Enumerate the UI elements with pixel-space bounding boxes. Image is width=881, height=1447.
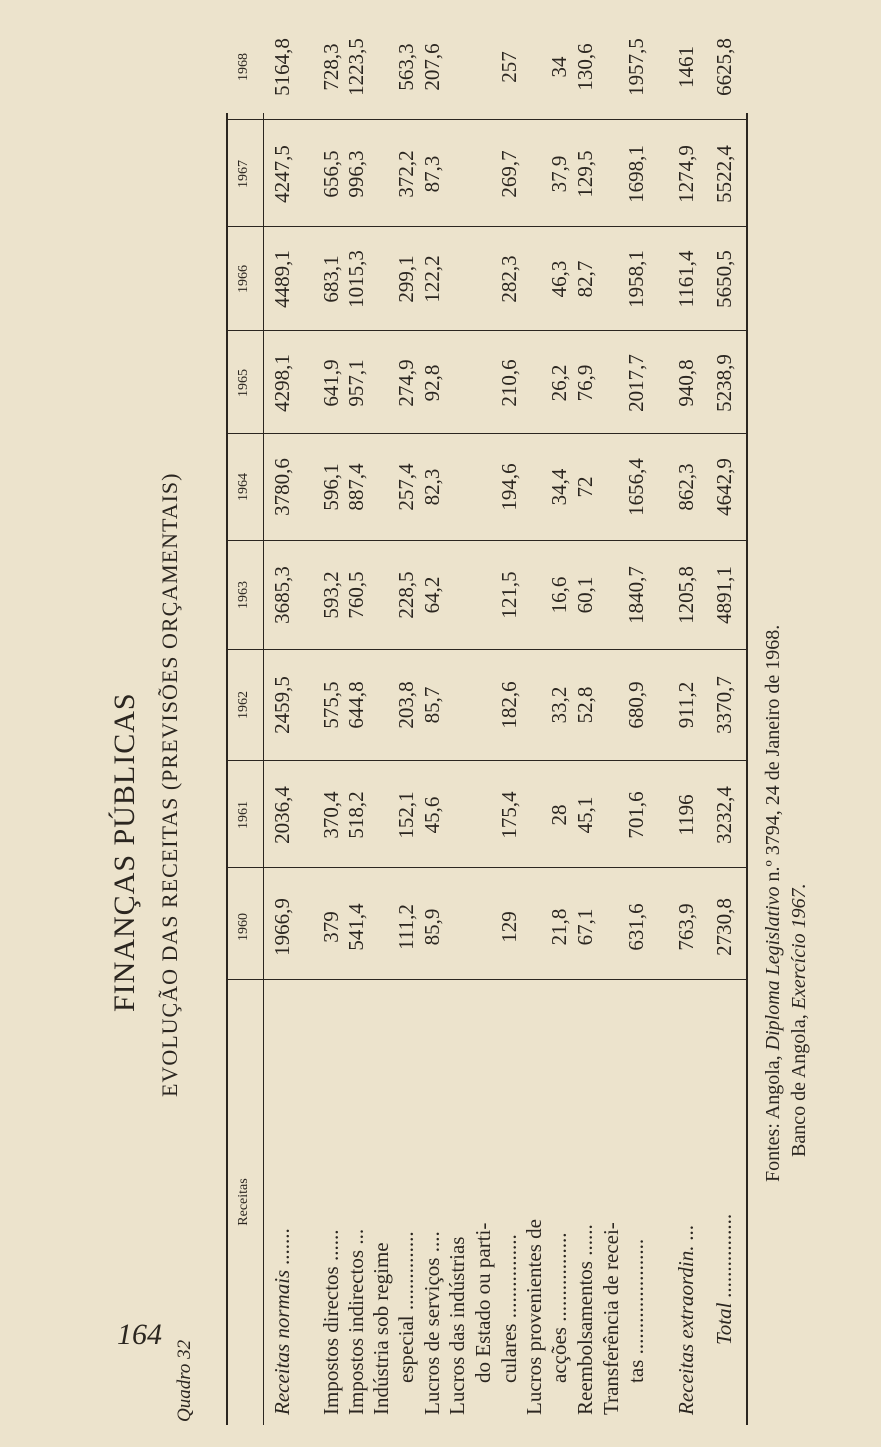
table-cell: 26,2: [547, 364, 571, 402]
table-cell: 3780,6: [270, 458, 294, 516]
table-cell: 701,6: [624, 791, 648, 839]
table-cell: 152,1: [394, 791, 418, 839]
table-cell: 203,8: [394, 681, 418, 729]
table-cell: 1958,1: [624, 250, 648, 308]
table-cell: 1274,9: [674, 145, 698, 203]
row-label: Reembolsamentos ......: [573, 1224, 597, 1415]
column-rule: [226, 540, 748, 541]
row-label: Lucros das indústrias: [445, 1236, 469, 1415]
row-label: Lucros de serviços ....: [420, 1231, 444, 1415]
column-header-year: 1967: [236, 160, 251, 188]
table-cell: 996,3: [344, 150, 368, 198]
page-number: 164: [117, 1318, 162, 1351]
table-cell: 28: [547, 804, 571, 826]
table-cell: 2730,8: [712, 898, 736, 956]
table-cell: 5164,8: [270, 38, 294, 96]
table-cell: 129: [497, 911, 521, 943]
table-cell: 45,6: [420, 796, 444, 834]
column-rule: [226, 330, 748, 331]
table-cell: 5522,4: [712, 145, 736, 203]
top-rule: [226, 113, 228, 1425]
table-cell: 4642,9: [712, 458, 736, 516]
table-cell: 21,8: [547, 908, 571, 946]
table-cell: 4891,1: [712, 566, 736, 624]
source-doc-2: Exercício 1967.: [788, 883, 810, 1010]
column-rule: [226, 119, 748, 120]
table-cell: 182,6: [497, 681, 521, 729]
table-cell: 6625,8: [712, 38, 736, 96]
table-cell: 85,7: [420, 686, 444, 724]
table-cell: 596,1: [319, 463, 343, 511]
table-cell: 940,8: [674, 359, 698, 407]
column-rule: [226, 433, 748, 434]
table-cell: 728,3: [319, 43, 343, 91]
column-rule: [226, 760, 748, 761]
table-cell: 631,6: [624, 903, 648, 951]
bottom-rule: [746, 113, 748, 1425]
table-cell: 2036,4: [270, 786, 294, 844]
row-label: Lucros provenientes de: [522, 1219, 546, 1415]
source-doc-1: Diploma Legislativo: [762, 886, 784, 1051]
column-header-year: 1960: [236, 913, 251, 941]
table-cell: 130,6: [573, 43, 597, 91]
row-label: Total ................: [712, 1213, 736, 1345]
table-cell: 4489,1: [270, 250, 294, 308]
row-label: Receitas extraordin. ...: [674, 1224, 698, 1415]
row-label: culares ................: [497, 1234, 521, 1383]
table-cell: 379: [319, 911, 343, 943]
table-cell: 1205,8: [674, 566, 698, 624]
source-line-2: [788, 883, 811, 1157]
table-cell: 1966,9: [270, 898, 294, 956]
table-cell: 3370,7: [712, 676, 736, 734]
table-cell: 1957,5: [624, 38, 648, 96]
table-cell: 175,4: [497, 791, 521, 839]
column-header-year: 1963: [236, 581, 251, 609]
table-cell: 16,6: [547, 576, 571, 614]
header-rule: [263, 113, 264, 1425]
table-cell: 82,7: [573, 260, 597, 298]
table-cell: 299,1: [394, 255, 418, 303]
table-cell: 518,2: [344, 791, 368, 839]
table-cell: 87,3: [420, 155, 444, 193]
table-cell: 92,8: [420, 364, 444, 402]
source-doc-1-detail: n.º 3794, 24 de Janeiro de 1968.: [762, 624, 784, 882]
table-cell: 194,6: [497, 463, 521, 511]
column-header-label: Receitas: [236, 1178, 251, 1226]
source-prefix: Fontes: Angola,: [762, 1055, 784, 1182]
table-cell: 45,1: [573, 796, 597, 834]
column-header-year: 1962: [236, 691, 251, 719]
table-cell: 563,3: [394, 43, 418, 91]
table-cell: 370,4: [319, 791, 343, 839]
table-cell: 207,6: [420, 43, 444, 91]
table-number: Quadro 32: [174, 1339, 195, 1422]
table-cell: 5650,5: [712, 250, 736, 308]
table-cell: 76,9: [573, 364, 597, 402]
table-cell: 72: [573, 476, 597, 498]
table-cell: 763,9: [674, 903, 698, 951]
table-cell: 575,5: [319, 681, 343, 729]
table-cell: 1656,4: [624, 458, 648, 516]
table-subtitle: EVOLUÇÃO DAS RECEITAS (PREVISÕES ORÇAMENTAIS): [157, 472, 182, 1097]
table-cell: 3685,3: [270, 566, 294, 624]
table-cell: 67,1: [573, 908, 597, 946]
table-cell: 1698,1: [624, 145, 648, 203]
table-cell: 1015,3: [344, 250, 368, 308]
row-label: tas ......................: [624, 1238, 648, 1383]
table-cell: 129,5: [573, 150, 597, 198]
table-cell: 911,2: [674, 681, 698, 729]
row-label: Receitas normais .......: [270, 1227, 294, 1415]
table-cell: 210,6: [497, 359, 521, 407]
table-cell: 111,2: [394, 904, 418, 950]
column-header-year: 1965: [236, 369, 251, 397]
table-cell: 228,5: [394, 571, 418, 619]
table-cell: 644,8: [344, 681, 368, 729]
table-title: FINANÇAS PÚBLICAS: [108, 692, 141, 1012]
row-label: Impostos indirectos ...: [344, 1228, 368, 1415]
column-header-year: 1968: [236, 53, 251, 81]
table-cell: 85,9: [420, 908, 444, 946]
table-cell: 1223,5: [344, 38, 368, 96]
table-cell: 862,3: [674, 463, 698, 511]
table-cell: 541,4: [344, 903, 368, 951]
row-label: Impostos directos ......: [319, 1229, 343, 1415]
table-cell: 656,5: [319, 150, 343, 198]
table-cell: 957,1: [344, 359, 368, 407]
table-cell: 1461: [674, 46, 698, 88]
table-cell: 64,2: [420, 576, 444, 614]
table-cell: 593,2: [319, 571, 343, 619]
table-cell: 1196: [674, 794, 698, 836]
row-label: acções .................: [547, 1232, 571, 1383]
row-label: especial ...............: [394, 1231, 418, 1383]
table-cell: 2017,7: [624, 354, 648, 412]
table-cell: 37,9: [547, 155, 571, 193]
table-cell: 1840,7: [624, 566, 648, 624]
table-cell: 4247,5: [270, 145, 294, 203]
column-rule: [226, 867, 748, 868]
table-cell: 60,1: [573, 576, 597, 614]
table-cell: 52,8: [573, 686, 597, 724]
table-cell: 121,5: [497, 571, 521, 619]
table-cell: 274,9: [394, 359, 418, 407]
row-label: Indústria sob regime: [369, 1242, 393, 1415]
table-cell: 372,2: [394, 150, 418, 198]
table-cell: 3232,4: [712, 786, 736, 844]
table-cell: 887,4: [344, 463, 368, 511]
column-rule: [226, 979, 748, 980]
table-cell: 269,7: [497, 150, 521, 198]
table-cell: 122,2: [420, 255, 444, 303]
table-cell: 760,5: [344, 571, 368, 619]
table-cell: 1161,4: [674, 250, 698, 308]
table-cell: 46,3: [547, 260, 571, 298]
table-cell: 4298,1: [270, 354, 294, 412]
column-rule: [226, 649, 748, 650]
table-cell: 282,3: [497, 255, 521, 303]
table-cell: 34: [547, 56, 571, 78]
column-header-year: 1964: [236, 473, 251, 501]
table-cell: 683,1: [319, 255, 343, 303]
column-header-year: 1966: [236, 265, 251, 293]
table-cell: 257: [497, 51, 521, 83]
row-label: do Estado ou parti-: [471, 1222, 495, 1383]
table-cell: 82,3: [420, 468, 444, 506]
table-cell: 680,9: [624, 681, 648, 729]
table-cell: 257,4: [394, 463, 418, 511]
row-label: Transferência de recei-: [599, 1222, 623, 1415]
table-cell: 33,2: [547, 686, 571, 724]
table-cell: 2459,5: [270, 676, 294, 734]
source-line-2-prefix: Banco de Angola,: [788, 1014, 810, 1157]
column-rule: [226, 226, 748, 227]
source-line-1: [762, 625, 785, 1182]
column-header-year: 1961: [236, 801, 251, 829]
table-cell: 34,4: [547, 468, 571, 506]
table-cell: 5238,9: [712, 354, 736, 412]
table-cell: 641,9: [319, 359, 343, 407]
